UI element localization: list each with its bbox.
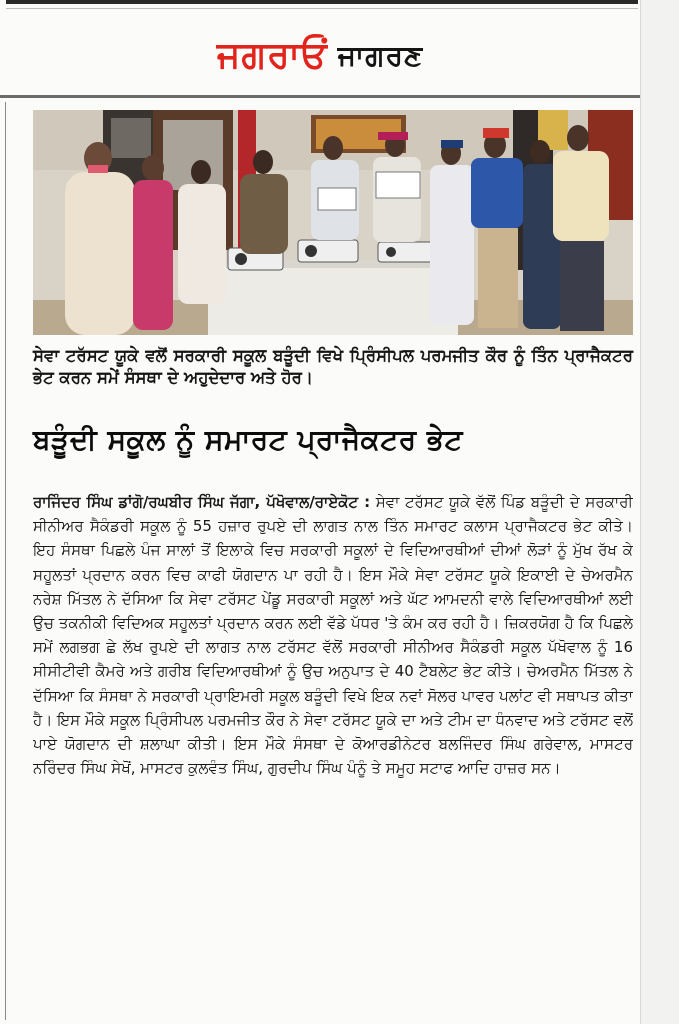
article-body — [33, 490, 633, 1015]
top-border-rule — [6, 0, 638, 4]
top-thin-rule — [6, 8, 638, 9]
article-body-text: ਸੇਵਾ ਟਰੱਸਟ ਯੂਕੇ ਵੱਲੋਂ ਪਿੰਡ ਬੜੂੰਦੀ ਦੇ ਸਰਕਾਰੀ ਸੀਨੀਅਰ ਸੈਕੰਡਰੀ ਸਕੂਲ ਨੂੰ 55 ਹਜ਼ਾਰ ਰੁਪਏ ਦੀ ਲਾਗਤ ਨਾਲ ਤਿੰਨ ਸਮਾਰਟ ਕਲਾਸ ਪ੍ਰਾਜੈਕਟਰ ਭੇਟ ਕੀਤੇ। ਇਹ ਸੰਸਥਾ ਪਿਛਲੇ ਪੰਜ ਸਾਲਾਂ ਤੋਂ ਇਲਾਕੇ ਵਿਚ ਸਰਕਾਰੀ ਸਕੂਲਾਂ ਦੇ ਵਿਦਿਆਰਥੀਆਂ ਦੀਆਂ ਲੋੜਾਂ ਨੂੰ ਮੁੱਖ ਰੱਖ ਕੇ ਸਹੂਲਤਾਂ ਪ੍ਰਦਾਨ ਕਰਨ ਵਿਚ ਕਾਫੀ ਯੋਗਦਾਨ ਪਾ ਰਹੀ ਹੈ। ਇਸ ਮੌਕੇ ਸੇਵਾ ਟਰੱਸਟ ਯੂਕੇ ਇਕਾਈ ਦੇ ਚੇਅਰਮੈਨ ਨਰੇਸ਼ ਮਿੱਤਲ ਨੇ ਦੱਸਿਆ ਕਿ ਸੇਵਾ ਟਰੱਸਟ ਪੇਂਡੂ ਸਰਕਾਰੀ ਸਕੂਲਾਂ ਅਤੇ ਘੱਟ ਆਮਦਨੀ ਵਾਲੇ ਵਿਦਿਆਰਥੀਆਂ ਲਈ ਉਚ ਤਕਨੀਕੀ ਵਿਦਿਅਕ ਸਹੂਲਤਾਂ ਪ੍ਰਦਾਨ ਕਰਨ ਲਈ ਵੱਡੇ ਪੱਧਰ 'ਤੇ ਕੰਮ ਕਰ ਰਹੀ ਹੈ। ਜ਼ਿਕਰਯੋਗ ਹੈ ਕਿ ਪਿਛਲੇ ਸਮੇਂ ਲਗਭਗ ਛੇ ਲੱਖ ਰੁਪਏ ਦੀ ਲਾਗਤ ਨਾਲ ਟਰੱਸਟ ਵੱਲੋਂ ਸਰਕਾਰੀ ਸੀਨੀਅਰ ਸੈਕੰਡਰੀ ਸਕੂਲ ਪੱਖੋਵਾਲ ਨੂੰ 16 ਸੀਸੀਟੀਵੀ ਕੈਮਰੇ ਅਤੇ ਗਰੀਬ ਵਿਦਿਆਰਥੀਆਂ ਨੂੰ ਉਚ ਅਨੁਪਾਤ ਦੇ 40 ਟੈਬਲੇਟ ਭੇਟ ਕੀਤੇ। ਚੇਅਰਮੈਨ ਮਿੱਤਲ ਨੇ ਦੱਸਿਆ ਕਿ ਸੰਸਥਾ ਨੇ ਸਰਕਾਰੀ ਪ੍ਰਾਇਮਰੀ ਸਕੂਲ ਬੜੂੰਦੀ ਵਿਖੇ ਇਕ ਨਵਾਂ ਸੋਲਰ ਪਾਵਰ ਪਲਾਂਟ ਵੀ ਸਥਾਪਤ ਕੀਤਾ ਹੈ। ਇਸ ਮੌਕੇ ਸਕੂਲ ਪ੍ਰਿੰਸੀਪਲ ਪਰਮਜੀਤ ਕੌਰ ਨੇ ਸੇਵਾ ਟਰੱਸਟ ਯੂਕੇ ਦਾ ਅਤੇ ਟੀਮ ਦਾ ਧੰਨਵਾਦ ਅਤੇ ਟਰੱਸਟ ਵਲੋਂ ਪਾਏ ਯੋਗਦਾਨ ਦੀ ਸ਼ਲਾਘਾ ਕੀਤੀ। ਇਸ ਮੌਕੇ ਸੰਸਥਾ ਦੇ ਕੋਆਰਡੀਨੇਟਰ ਬਲਜਿੰਦਰ ਸਿੰਘ ਗਰੇਵਾਲ, ਮਾਸਟਰ ਨਰਿੰਦਰ ਸਿੰਘ ਸੇਖੋਂ, ਮਾਸਟਰ ਕੁਲਵੰਤ ਸਿੰਘ, ਗੁਰਦੀਪ ਸਿੰਘ ਪੰਨੂੰ ਤੇ ਸਮੂਹ ਸਟਾਫ ਆਦਿ ਹਾਜ਼ਰ ਸਨ। — [33, 493, 633, 778]
masthead-black-word: ਜਾਗਰਣ — [337, 38, 424, 72]
masthead — [0, 18, 640, 93]
masthead-red-word: ਜਗਰਾਓਂ — [216, 34, 328, 76]
column-left-rule — [5, 102, 6, 1020]
article-byline: ਰਾਜਿੰਦਰ ਸਿੰਘ ਡਾਂਗੋ/ਰਘਬੀਰ ਸਿੰਘ ਜੱਗਾ, ਪੱਖੋਵਾਲ/ਰਾਏਕੋਟ : — [33, 493, 371, 511]
news-photo-illustration — [33, 110, 633, 335]
photo-caption: ਸੇਵਾ ਟਰੱਸਟ ਯੂਕੇ ਵਲੋਂ ਸਰਕਾਰੀ ਸਕੂਲ ਬੜੂੰਦੀ ਵਿਖੇ ਪ੍ਰਿੰਸੀਪਲ ਪਰਮਜੀਤ ਕੌਰ ਨੂੰ ਤਿੰਨ ਪ੍ਰਾਜੈਕਟਰ ਭੇਟ ਕਰਨ ਸਮੇਂ ਸੰਸਥਾ ਦੇ ਅਹੁਦੇਦਾਰ ਅਤੇ ਹੋਰ। — [33, 346, 633, 387]
masthead-rule — [0, 95, 640, 98]
article-headline: ਬੜੂੰਦੀ ਸਕੂਲ ਨੂੰ ਸਮਾਰਟ ਪ੍ਰਾਜੈਕਟਰ ਭੇਟ — [33, 423, 463, 456]
news-photo — [33, 110, 633, 335]
